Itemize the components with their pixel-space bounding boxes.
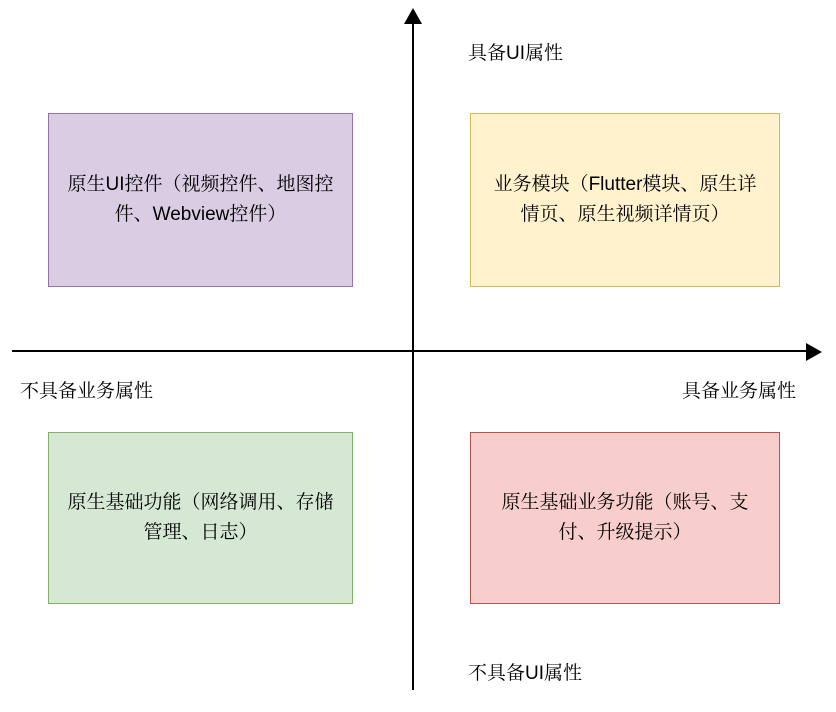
quadrant-box-top-left	[48, 113, 353, 287]
quadrant-box-top-left-label: 原生UI控件（视频控件、地图控件、Webview控件）	[67, 174, 334, 225]
horizontal-axis-line	[12, 350, 810, 352]
quadrant-box-top-right	[470, 113, 780, 287]
quadrant-box-bottom-right-label: 原生基础业务功能（账号、支付、升级提示）	[501, 492, 749, 543]
axis-label-left: 不具备业务属性	[20, 381, 154, 402]
axis-label-top: 具备UI属性	[468, 43, 564, 64]
horizontal-axis-arrow-icon	[806, 343, 822, 361]
quadrant-box-bottom-left-label: 原生基础功能（网络调用、存储管理、日志）	[67, 492, 334, 543]
quadrant-box-bottom-left	[48, 432, 353, 604]
quadrant-box-top-right-label: 业务模块（Flutter模块、原生详情页、原生视频详情页）	[493, 174, 757, 225]
vertical-axis-arrow-icon	[404, 8, 422, 24]
quadrant-box-bottom-right	[470, 432, 780, 604]
vertical-axis-line	[412, 22, 414, 690]
axis-label-bottom: 不具备UI属性	[468, 663, 583, 684]
axis-label-right: 具备业务属性	[682, 381, 797, 402]
